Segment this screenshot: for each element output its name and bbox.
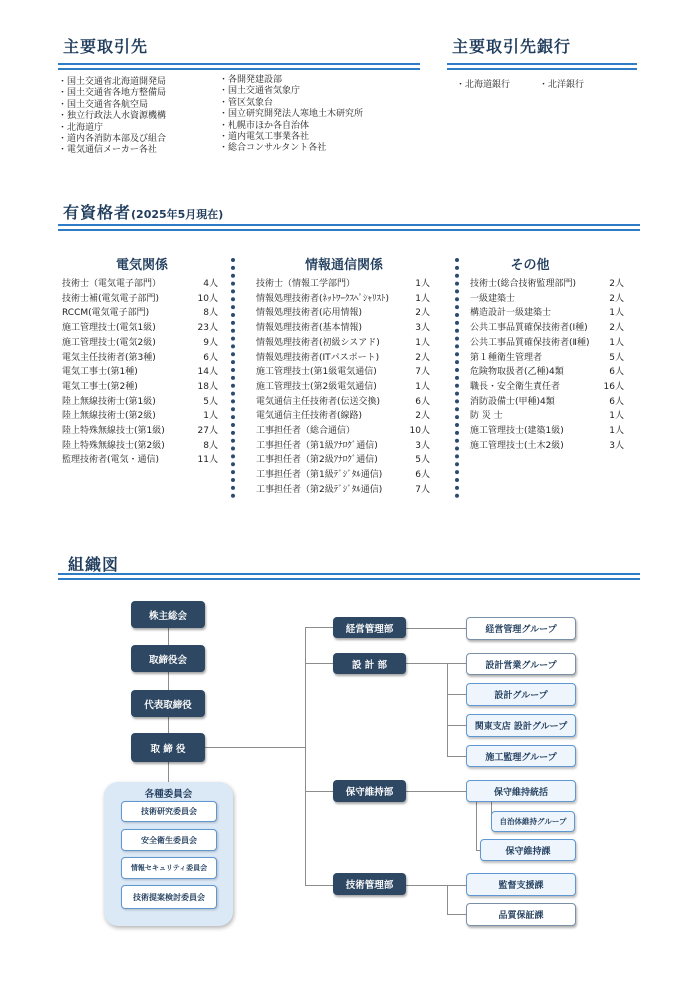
electric-list: [62, 277, 218, 468]
qualification-row: [62, 424, 218, 439]
qualification-count: 16人: [603, 381, 624, 392]
ict-list: [256, 277, 430, 498]
qualification-name: 防 災 士: [470, 411, 503, 422]
connector-line: [406, 791, 466, 792]
qualification-count: 1人: [609, 308, 624, 319]
qualifications-title: [63, 200, 223, 223]
list-item: ・管区気象台: [219, 97, 274, 108]
qualification-name: 情報処理技術者(基本情報): [256, 323, 363, 334]
qualification-row: [470, 395, 624, 410]
qualification-count: 6人: [415, 470, 430, 481]
qualification-name: 陸上特殊無線技士(第2級): [62, 440, 165, 451]
qualification-name: 施工管理技士(建築1級): [470, 426, 564, 437]
qualification-name: 電気通信主任技術者(伝送交換): [256, 396, 381, 407]
connector-line: [447, 885, 448, 915]
committee-box: 技術研究委員会: [121, 801, 217, 822]
qualification-count: 6人: [609, 396, 624, 407]
qualification-row: [62, 351, 218, 366]
dept-box-design: 設 計 部: [333, 653, 406, 674]
qualification-row: [470, 277, 624, 292]
qualification-count: 14人: [197, 367, 218, 378]
committees-title: 各種委員会: [144, 789, 193, 800]
qualification-count: 2人: [415, 308, 430, 319]
qualification-row: [470, 380, 624, 395]
ict-heading: 情報通信関係: [304, 258, 383, 273]
qualification-name: 施工管理技士(土木2級): [470, 440, 564, 451]
qualification-count: 3人: [415, 440, 430, 451]
connector-line: [168, 762, 169, 782]
qualification-name: 電気通信主任技術者(線路): [256, 411, 363, 422]
list-item: ・北海道庁: [58, 122, 104, 133]
qualification-name: 電気工事士(第1種): [62, 367, 138, 378]
qualification-name: 公共工事品質確保技術者(Ⅰ種): [470, 323, 588, 334]
qualification-row: [470, 351, 624, 366]
qualifications-rule: [58, 224, 640, 231]
qualification-count: 10人: [409, 426, 430, 437]
org-box-shareholders: 株主総会: [131, 601, 205, 628]
banks-rule: [447, 63, 637, 70]
connector-line: [447, 694, 466, 695]
qualification-name: 施工管理技士(電気2級): [62, 337, 156, 348]
qualification-row: [62, 380, 218, 395]
qualification-row: [256, 395, 430, 410]
qualification-count: 7人: [415, 367, 430, 378]
qualification-count: 9人: [203, 337, 218, 348]
connector-line: [406, 663, 466, 664]
qualification-count: 1人: [415, 381, 430, 392]
qualification-name: 技術士(総合技術監理部門): [470, 279, 577, 289]
qualification-row: [470, 365, 624, 380]
qualifications-title-text: 有資格者: [63, 203, 132, 222]
group-box-municipal-maintenance: 自治体維持グループ: [491, 811, 575, 832]
clients-rule: [58, 63, 420, 70]
qualification-row: [256, 365, 430, 380]
qualification-name: 工事担任者（総合通信）: [256, 426, 356, 437]
qualification-count: 8人: [203, 308, 218, 319]
qualification-row: [62, 409, 218, 424]
qualification-row: [62, 306, 218, 321]
qualification-row: [256, 277, 430, 292]
qualification-row: [470, 336, 624, 351]
group-box-quality-assurance: 品質保証課: [466, 903, 576, 926]
qualification-name: 電気工事士(第2種): [62, 381, 138, 392]
column-divider: [231, 258, 235, 498]
clients-title: 主要取引先: [63, 37, 149, 56]
connector-line: [476, 802, 477, 850]
group-box-kanto-design: 関東支店 設計グループ: [466, 714, 576, 737]
qualification-name: 技術士（情報工学部門）: [256, 279, 356, 289]
qualification-name: 情報処理技術者(初級シスアド): [256, 337, 380, 348]
qualification-name: 陸上無線技術士(第2級): [62, 411, 156, 422]
org-box-president: 代表取締役: [131, 690, 205, 717]
other-list: [470, 277, 624, 453]
qualification-name: 陸上特殊無線技士(第1級): [62, 426, 165, 437]
qualification-name: 技術士（電気電子部門）: [62, 279, 162, 289]
qualification-count: 4人: [203, 279, 218, 289]
qualification-count: 5人: [203, 396, 218, 407]
connector-line: [305, 791, 333, 792]
qualification-row: [256, 468, 430, 483]
qualifications-date: (2025年5月現在): [131, 208, 224, 221]
dept-box-maintenance: 保守維持部: [333, 780, 406, 802]
clients-list-right: [219, 75, 363, 155]
qualification-name: 一級建築士: [470, 293, 516, 304]
qualification-count: 5人: [415, 455, 430, 466]
qualification-count: 3人: [609, 440, 624, 451]
org-title: 組織図: [68, 555, 120, 574]
org-box-board: 取締役会: [131, 645, 205, 672]
qualification-name: 情報処理技術者(ITパスポート): [256, 352, 380, 363]
qualification-count: 1人: [609, 337, 624, 348]
qualification-count: 11人: [197, 455, 218, 466]
list-item: ・国立研究開発法人寒地土木研究所: [219, 109, 364, 120]
electric-heading: 電気関係: [115, 258, 168, 273]
qualification-name: RCCM(電気電子部門): [62, 308, 150, 319]
qualification-row: [256, 483, 430, 498]
connector-line: [305, 627, 333, 628]
dept-box-technical: 技術管理部: [333, 873, 406, 895]
qualification-row: [470, 424, 624, 439]
qualification-row: [256, 409, 430, 424]
qualification-name: 技術士補(電気電子部門): [62, 293, 160, 304]
other-heading: その他: [510, 258, 550, 273]
dept-box-management: 経営管理部: [333, 617, 406, 638]
connector-line: [447, 756, 466, 757]
group-box-maintenance-general: 保守維持統括: [466, 780, 576, 802]
qualification-row: [256, 336, 430, 351]
list-item: ・国土交通省北海道開発局: [58, 77, 167, 87]
group-box-management: 経営管理グループ: [466, 617, 576, 640]
qualification-row: [256, 306, 430, 321]
qualification-count: 1人: [609, 426, 624, 437]
qualification-row: [62, 439, 218, 454]
qualification-name: 施工管理技士(第1級電気通信): [256, 367, 377, 378]
list-item: ・道内各消防本部及び組合: [58, 134, 167, 145]
qualification-name: 職長・安全衛生責任者: [470, 381, 561, 392]
group-box-supervision-support: 監督支援課: [466, 873, 576, 896]
qualification-count: 3人: [415, 323, 430, 334]
qualification-row: [256, 439, 430, 454]
list-item: ・道内電気工事業各社: [219, 132, 310, 143]
qualification-count: 8人: [203, 440, 218, 451]
qualification-count: 2人: [415, 352, 430, 363]
qualification-count: 2人: [609, 293, 624, 304]
qualification-row: [256, 380, 430, 395]
qualification-row: [256, 292, 430, 307]
qualification-name: 施工管理技士(電気1級): [62, 323, 156, 334]
qualification-name: 情報処理技術者(ﾈｯﾄﾜｰｸｽﾍﾟｼｬﾘｽﾄ): [256, 293, 390, 304]
qualification-name: 電気主任技術者(第3種): [62, 352, 156, 363]
group-box-design-sales: 設計営業グループ: [466, 653, 576, 675]
qualification-row: [256, 321, 430, 336]
banks-title: 主要取引先銀行: [452, 37, 572, 56]
qualification-row: [62, 277, 218, 292]
qualification-row: [256, 351, 430, 366]
list-item: ・国土交通省気象庁: [219, 86, 301, 97]
qualification-name: 工事担任者（第2級ﾃﾞｼﾞﾀﾙ通信): [256, 484, 383, 495]
qualification-row: [62, 292, 218, 307]
qualification-name: 第１種衛生管理者: [470, 352, 543, 363]
qualification-name: 構造設計一級建築士: [470, 308, 552, 319]
qualification-row: [470, 321, 624, 336]
qualification-row: [62, 395, 218, 410]
qualification-name: 情報処理技術者(応用情報): [256, 308, 363, 319]
bank-item: ・北洋銀行: [539, 80, 585, 90]
committee-box: 情報セキュリティ委員会: [121, 857, 217, 879]
qualification-count: 6人: [415, 396, 430, 407]
group-box-maintenance-section: 保守維持課: [480, 839, 576, 861]
qualification-name: 施工管理技士(第2級電気通信): [256, 381, 377, 392]
qualification-row: [256, 424, 430, 439]
list-item: ・国土交通省各地方整備局: [58, 88, 167, 99]
qualification-row: [62, 321, 218, 336]
bank-item: ・北海道銀行: [456, 80, 511, 90]
column-divider: [455, 258, 459, 498]
list-item: ・各開発建設部: [219, 75, 283, 85]
qualification-count: 1人: [415, 293, 430, 304]
connector-line: [447, 663, 448, 756]
qualification-name: 工事担任者（第1級ｱﾅﾛｸﾞ通信): [256, 440, 378, 451]
connector-line: [305, 885, 333, 886]
list-item: ・独立行政法人水資源機構: [58, 111, 167, 122]
connector-line: [447, 914, 466, 915]
group-box-construction-supervision: 施工監理グループ: [466, 745, 576, 767]
qualification-count: 1人: [609, 411, 624, 422]
qualification-name: 監理技術者(電気・通信): [62, 455, 160, 466]
qualification-count: 6人: [609, 367, 624, 378]
qualification-count: 27人: [197, 426, 218, 437]
qualification-count: 1人: [203, 411, 218, 422]
qualification-count: 5人: [609, 352, 624, 363]
qualification-count: 1人: [415, 337, 430, 348]
connector-line: [406, 628, 466, 629]
qualification-count: 7人: [415, 484, 430, 495]
qualification-row: [470, 306, 624, 321]
connector-line: [205, 747, 305, 748]
list-item: ・国土交通省各航空局: [58, 99, 149, 110]
list-item: ・総合コンサルタント各社: [219, 143, 327, 154]
org-box-directors: 取 締 役: [131, 733, 205, 762]
connector-line: [406, 885, 466, 886]
qualification-count: 2人: [415, 411, 430, 422]
qualification-name: 陸上無線技術士(第1級): [62, 396, 156, 407]
clients-list-left: [58, 77, 166, 157]
qualification-row: [62, 365, 218, 380]
qualification-name: 危険物取扱者(乙種)4類: [470, 367, 564, 378]
qualification-row: [62, 453, 218, 468]
qualification-name: 工事担任者（第1級ﾃﾞｼﾞﾀﾙ通信): [256, 470, 383, 481]
connector-line: [305, 627, 306, 886]
committee-box: 技術提案検討委員会: [121, 885, 217, 909]
qualification-count: 6人: [203, 352, 218, 363]
connector-line: [305, 663, 333, 664]
connector-line: [447, 725, 466, 726]
qualification-count: 2人: [609, 323, 624, 334]
qualification-row: [470, 409, 624, 424]
qualification-count: 23人: [197, 323, 218, 334]
qualification-row: [470, 292, 624, 307]
qualification-row: [256, 453, 430, 468]
list-item: ・電気通信メーカー各社: [58, 145, 157, 156]
org-rule: [58, 573, 640, 580]
qualification-row: [470, 439, 624, 454]
qualification-name: 公共工事品質確保技術者(Ⅱ種): [470, 337, 590, 348]
qualification-count: 2人: [609, 279, 624, 289]
qualification-count: 18人: [197, 381, 218, 392]
group-box-design: 設計グループ: [466, 683, 576, 706]
qualification-count: 10人: [197, 293, 218, 304]
qualification-name: 工事担任者（第2級ｱﾅﾛｸﾞ通信): [256, 455, 378, 466]
qualification-name: 消防設備士(甲種)4類: [470, 396, 555, 407]
qualification-row: [62, 336, 218, 351]
qualification-count: 1人: [415, 279, 430, 289]
list-item: ・札幌市ほか各自治体: [219, 120, 310, 131]
committee-box: 安全衛生委員会: [121, 829, 217, 851]
